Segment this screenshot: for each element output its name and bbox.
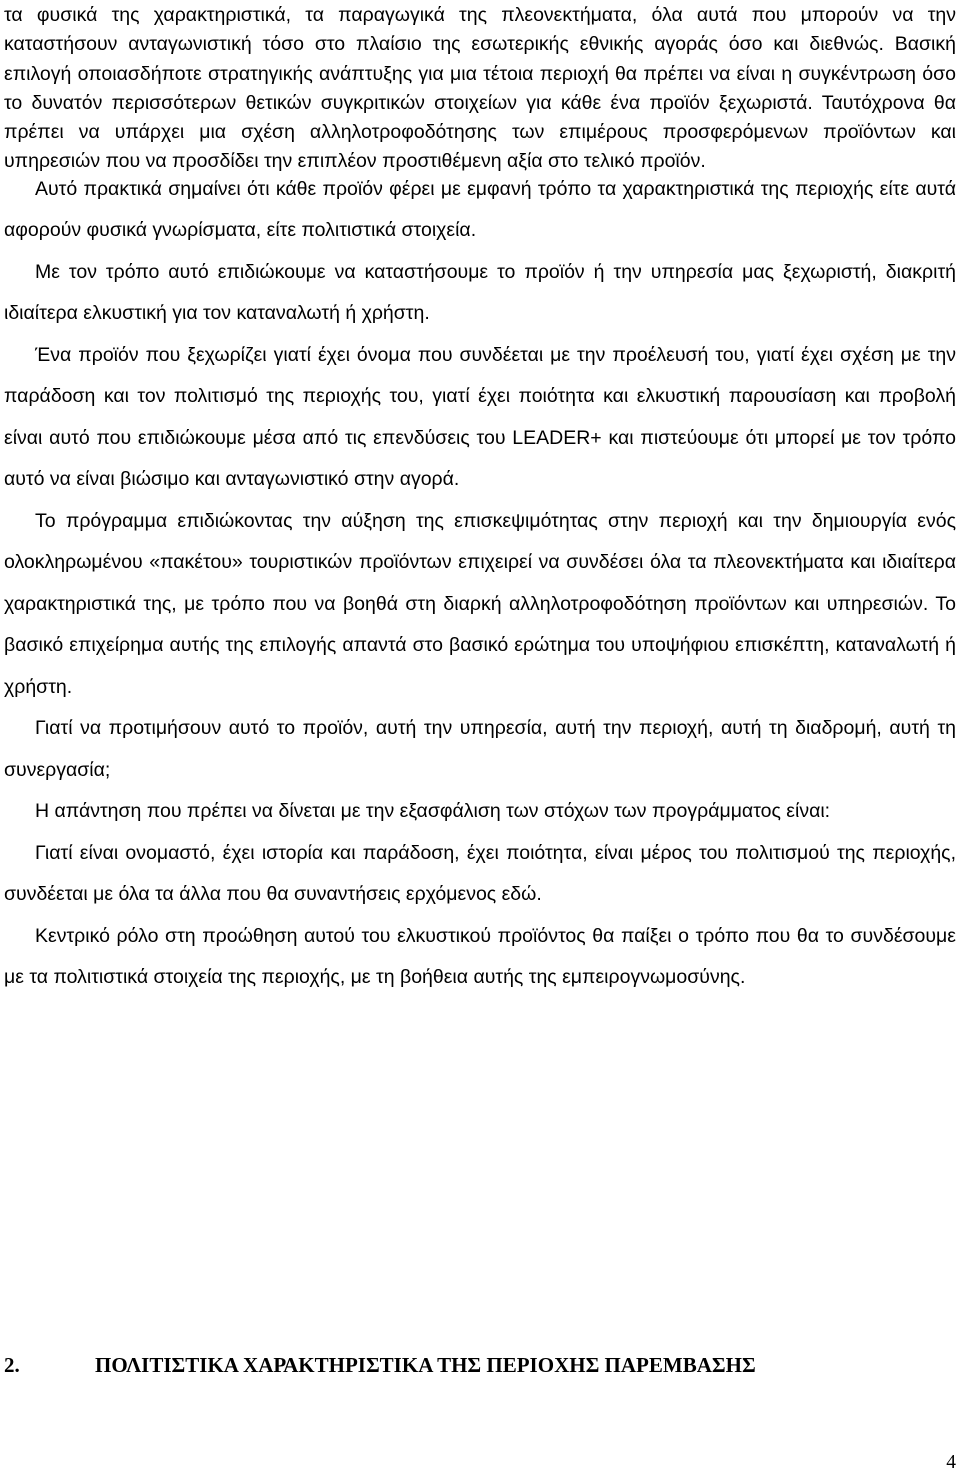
paragraph: Γιατί είναι ονομαστό, έχει ιστορία και παράδοση, έχει ποιότητα, είναι μέρος του πολιτισμού της περιοχής, συνδέεται με όλα τα άλλα που θα συναντήσεις ερχόμενος εδώ. [4,841,956,905]
section-number: 2. [4,1353,20,1377]
section-title: ΠΟΛΙΤΙΣΤΙΚΑ ΧΑΡΑΚΤΗΡΙΣΤΙΚΑ ΤΗΣ ΠΕΡΙΟΧΗΣ ΠΑΡΕΜΒΑΣΗΣ [95,1353,756,1377]
paragraph: Το πρόγραμμα επιδιώκοντας την αύξηση της επισκεψιμότητας στην περιοχή και την δημιουργία ενός ολοκληρωμένου «πακέτου» τουριστικών προϊόντων επιχειρεί να συνδέσει όλα τα πλεονεκτήματα και ιδιαίτερα χαρακτηριστικά της, με τρόπο που να βοηθά στη διαρκή αλληλοτροφοδότηση προϊόντων και υπηρεσιών. Το βασικό επιχείρημα αυτής της επιλογής απαντά στο βασικό ερώτημα του υποψήφιου επισκέπτη, καταναλωτή ή χρήστη. [4,509,956,698]
paragraph: τα φυσικά της χαρακτηριστικά, τα παραγωγικά της πλεονεκτήματα, όλα αυτά που μπορούν να την καταστήσουν ανταγωνιστική τόσο στο πλαίσιο της εσωτερικής εθνικής αγοράς όσο και διεθνώς. Βασική επιλογή οποιασδήποτε στρατηγικής ανάπτυξης για μια τέτοια περιοχή θα πρέπει να είναι η συγκέντρωση όσο το δυνατόν περισσότερων θετικών συγκριτικών στοιχείων για κάθε ένα προϊόν ξεχωριστά. Ταυτόχρονα θα πρέπει να υπάρχει μια σχέση αλληλοτροφοδότησης των επιμέρους προσφερόμενων προϊόντων και υπηρεσιών που να προσδίδει την επιπλέον προστιθέμενη αξία στο τελικό προϊόν. [4,4,956,173]
body-text [4,1,956,999]
paragraph: Η απάντηση που πρέπει να δίνεται με την εξασφάλιση των στόχων των προγράμματος είναι: [35,800,831,822]
paragraph: Με τον τρόπο αυτό επιδιώκουμε να καταστήσουμε το προϊόν ή την υπηρεσία μας ξεχωριστή, διακριτή ιδιαίτερα ελκυστική για τον καταναλωτή ή χρήστη. [4,260,956,324]
paragraph: Κεντρικό ρόλο στη προώθηση αυτού του ελκυστικού προϊόντος θα παίξει ο τρόπο που θα το συνδέσουμε με τα πολιτιστικά στοιχεία της περιοχής, με τη βοήθεια αυτής της εμπειρογνωμοσύνης. [4,924,956,988]
paragraph: Γιατί να προτιμήσουν αυτό το προϊόν, αυτή την υπηρεσία, αυτή την περιοχή, αυτή τη διαδρομή, αυτή τη συνεργασία; [4,717,956,781]
paragraph: Ένα προϊόν που ξεχωρίζει γιατί έχει όνομα που συνδέεται με την προέλευσή του, γιατί έχει σχέση με την παράδοση και τον πολιτισμό της περιοχής του, γιατί έχει ποιότητα και ελκυστική παρουσίαση και προβολή είναι αυτό που επιδιώκουμε μέσα από τις επενδύσεις του LEADER+ και πιστεύουμε ότι μπορεί με τον τρόπο αυτό να είναι βιώσιμο και ανταγωνιστικό στην αγορά. [4,343,956,490]
section-heading [4,1353,756,1378]
page-number: 4 [946,1452,956,1473]
paragraph: Αυτό πρακτικά σημαίνει ότι κάθε προϊόν φέρει με εμφανή τρόπο τα χαρακτηριστικά της περιοχής είτε αυτά αφορούν φυσικά γνωρίσματα, είτε πολιτιστικά στοιχεία. [4,177,956,241]
